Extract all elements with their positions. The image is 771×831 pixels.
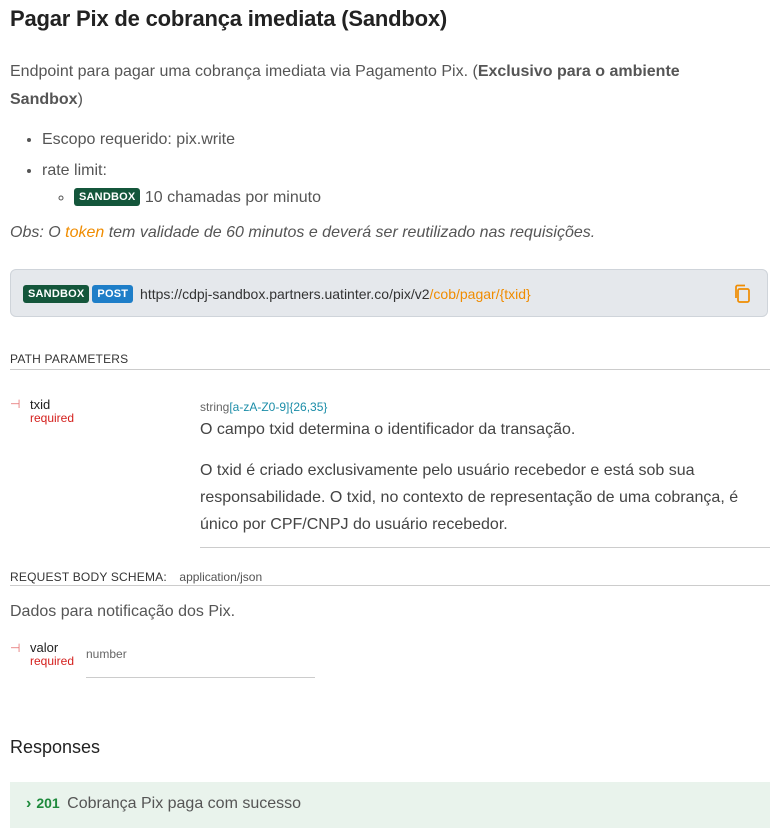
description-close: ) (77, 91, 83, 108)
param-type (200, 400, 327, 414)
path-parameters-label: PATH PARAMETERS (10, 352, 129, 366)
scope-item (42, 124, 321, 155)
response-201-row[interactable] (10, 782, 770, 828)
token-link[interactable]: token (65, 224, 105, 241)
base-url: https://cdpj-sandbox.partners.uatinter.co/pix/v2 (140, 286, 430, 302)
rate-limit-entry (74, 186, 321, 210)
scope-text: Escopo requerido: pix.write (42, 131, 235, 148)
description-bold: Exclusivo para o ambiente Sandbox (10, 63, 680, 108)
type-pattern: [a-zA-Z0-9]{26,35} (229, 400, 328, 414)
param-divider (200, 547, 770, 548)
obs-note (10, 224, 595, 242)
chevron-right-icon: › (26, 795, 32, 812)
rate-limit-item (42, 155, 321, 210)
section-divider (10, 369, 770, 370)
scope-list (10, 124, 321, 210)
field-name-valor: valor (30, 640, 59, 655)
field-divider (86, 677, 315, 678)
param-name-txid: txid (30, 397, 51, 412)
type-name: string (200, 400, 230, 414)
field-connector-icon: ⊣ (10, 641, 21, 655)
description-text: Endpoint para pagar uma cobrança imediata via Pagamento Pix. ( (10, 63, 478, 80)
request-body-header (10, 568, 262, 586)
request-body-description: Dados para notificação dos Pix. (10, 603, 236, 620)
endpoint-path: /cob/pagar/{txid} (429, 286, 531, 302)
endpoint-url-bar[interactable] (10, 269, 768, 317)
responses-title: Responses (10, 737, 101, 757)
endpoint-description (10, 58, 750, 114)
response-description: Cobrança Pix paga com sucesso (67, 795, 302, 812)
field-type: number (86, 647, 127, 661)
method-badge: POST (92, 285, 133, 303)
obs-suffix: tem validade de 60 minutos e deverá ser reutilizado nas requisições. (104, 224, 596, 241)
rate-limit-value: 10 chamadas por minuto (144, 189, 321, 206)
rate-limit-label: rate limit: (42, 162, 107, 179)
copy-icon[interactable] (733, 283, 753, 305)
param-connector-icon: ⊣ (10, 397, 21, 411)
param-description-2: O txid é criado exclusivamente pelo usuário recebedor e está sob sua responsabilidade. O txid, no contexto de representação de uma cobrança, é único por CPF/CNPJ do usuário recebedor. (200, 462, 739, 533)
obs-prefix: Obs: O (10, 224, 66, 241)
endpoint-row (23, 285, 531, 303)
page-title: Pagar Pix de cobrança imediata (Sandbox) (10, 6, 448, 31)
response-row-inner (26, 795, 301, 813)
env-badge: SANDBOX (23, 285, 89, 303)
rate-limit-sublist (42, 186, 321, 210)
request-body-label: REQUEST BODY SCHEMA: (10, 570, 167, 584)
field-required-label: required (30, 654, 75, 668)
request-body-divider (10, 585, 770, 586)
content-type: application/json (179, 570, 263, 584)
sandbox-badge: SANDBOX (74, 188, 140, 206)
response-code: 201 (36, 795, 60, 811)
required-label: required (30, 411, 75, 425)
param-description-1: O campo txid determina o identificador da transação. (200, 421, 576, 438)
